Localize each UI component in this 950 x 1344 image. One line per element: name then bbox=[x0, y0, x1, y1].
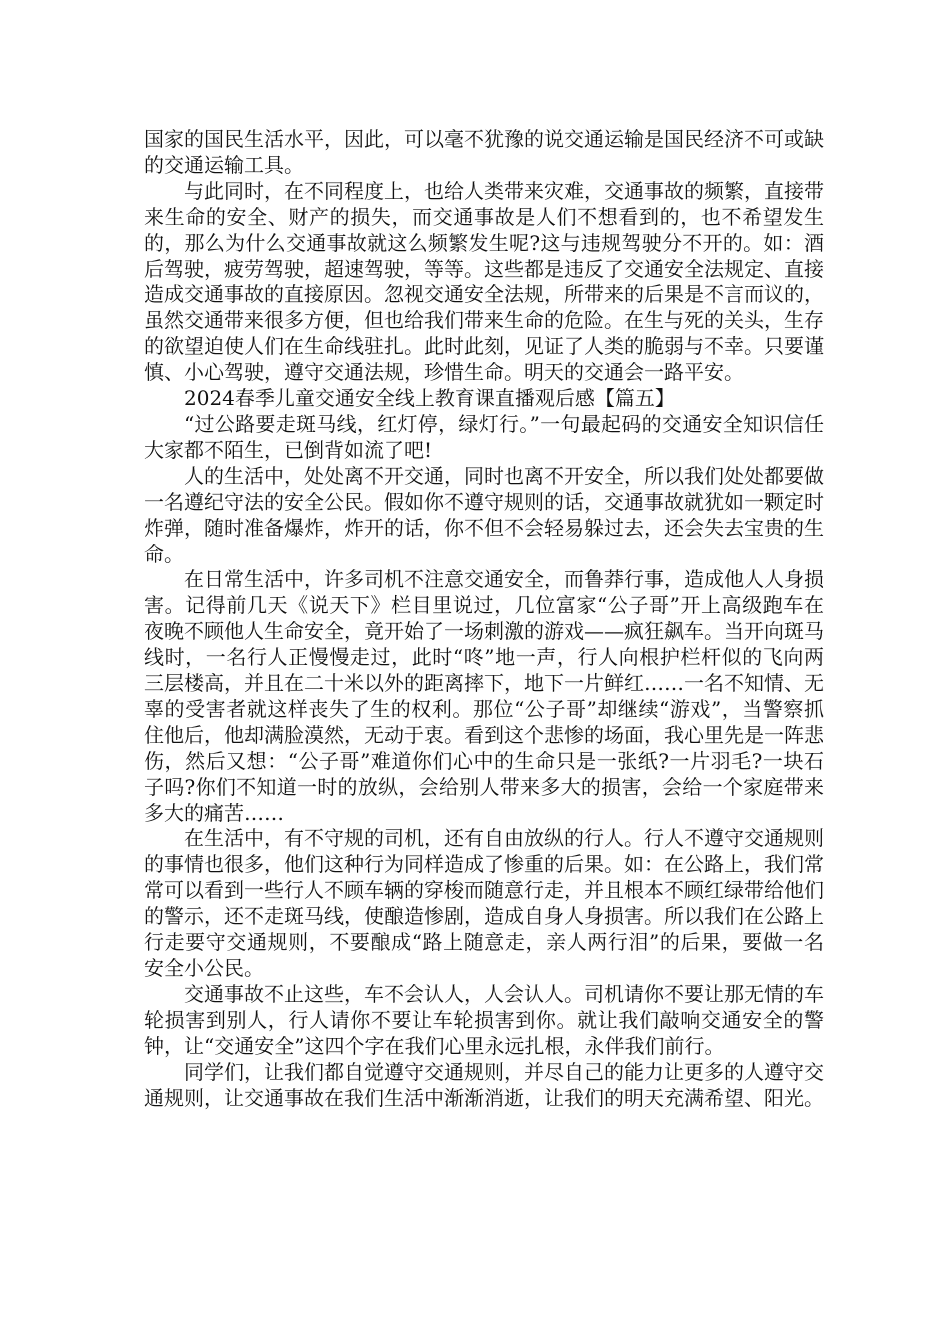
paragraph-7: 交通事故不止这些，车不会认人，人会认人。司机请你不要让那无情的车轮损害到别人，行人请你不要让车轮损害到你。就让我们敲响交通安全的警钟，让“交通安全”这四个字在我们心里永远扎根，永伴我们前行。 bbox=[144, 981, 824, 1058]
paragraph-8: 同学们，让我们都自觉遵守交通规则，并尽自己的能力让更多的人遵守交通规则，让交通事故在我们生活中渐渐消逝，让我们的明天充满希望、阳光。 bbox=[144, 1059, 824, 1110]
document-page bbox=[144, 127, 824, 1111]
paragraph-3: “过公路要走斑马线，红灯停，绿灯行。”一句最起码的交通安全知识信任大家都不陌生，已倒背如流了吧! bbox=[144, 411, 824, 462]
paragraph-1: 国家的国民生活水平，因此，可以毫不犹豫的说交通运输是国民经济不可或缺的交通运输工具。 bbox=[144, 127, 824, 177]
section-heading: 2024春季儿童交通安全线上教育课直播观后感【篇五】 bbox=[184, 386, 675, 411]
paragraph-6: 在生活中，有不守规的司机，还有自由放纵的行人。行人不遵守交通规则的事情也很多，他们这种行为同样造成了惨重的后果。如：在公路上，我们常常可以看到一些行人不顾车辆的穿梭而随意行走，并且根本不顾红绿带给他们的警示，还不走斑马线，使酿造惨剧，造成自身人身损害。所以我们在公路上行走要守交通规则，不要酿成“路上随意走，亲人两行泪”的后果，要做一名安全小公民。 bbox=[144, 826, 824, 980]
paragraph-4: 人的生活中，处处离不开交通，同时也离不开安全，所以我们处处都要做一名遵纪守法的安全公民。假如你不遵守规则的话，交通事故就犹如一颗定时炸弹，随时准备爆炸，炸开的话，你不但不会轻易躲过去，还会失去宝贵的生命。 bbox=[144, 463, 824, 566]
paragraph-2: 与此同时，在不同程度上，也给人类带来灾难，交通事故的频繁，直接带来生命的安全、财产的损失，而交通事故是人们不想看到的，也不希望发生的，那么为什么交通事故就这么频繁发生呢?这与违规驾驶分不开的。如：酒后驾驶，疲劳驾驶，超速驾驶，等等。这些都是违反了交通安全法规定、直接造成交通事故的直接原因。忽视交通安全法规，所带来的后果是不言而议的，虽然交通带来很多方便，但也给我们带来生命的危险。在生与死的关头，生存的欲望迫使人们在生命线驻扎。此时此刻，见证了人类的脆弱与不幸。只要谨慎、小心驾驶，遵守交通法规，珍惜生命。明天的交通会一路平安。 bbox=[144, 178, 824, 385]
paragraph-5: 在日常生活中，许多司机不注意交通安全，而鲁莽行事，造成他人人身损害。记得前几天《说天下》栏目里说过，几位富家“公子哥”开上高级跑车在夜晚不顾他人生命安全，竟开始了一场刺激的游戏——疯狂飙车。当开向斑马线时，一名行人正慢慢走过，此时“咚”地一声，行人向根护栏杆似的飞向两三层楼高，并且在二十米以外的距离摔下，地下一片鲜红……一名不知情、无辜的受害者就这样丧失了生的权利。那位“公子哥”却继续“游戏”，当警察抓住他后，他却满脸漠然，无动于衷。看到这个悲惨的场面，我心里先是一阵悲伤，然后又想：“公子哥”难道你们心中的生命只是一张纸?一片羽毛?一块石子吗?你们不知道一时的放纵，会给别人带来多大的损害，会给一个家庭带来多大的痛苦…… bbox=[144, 567, 824, 825]
